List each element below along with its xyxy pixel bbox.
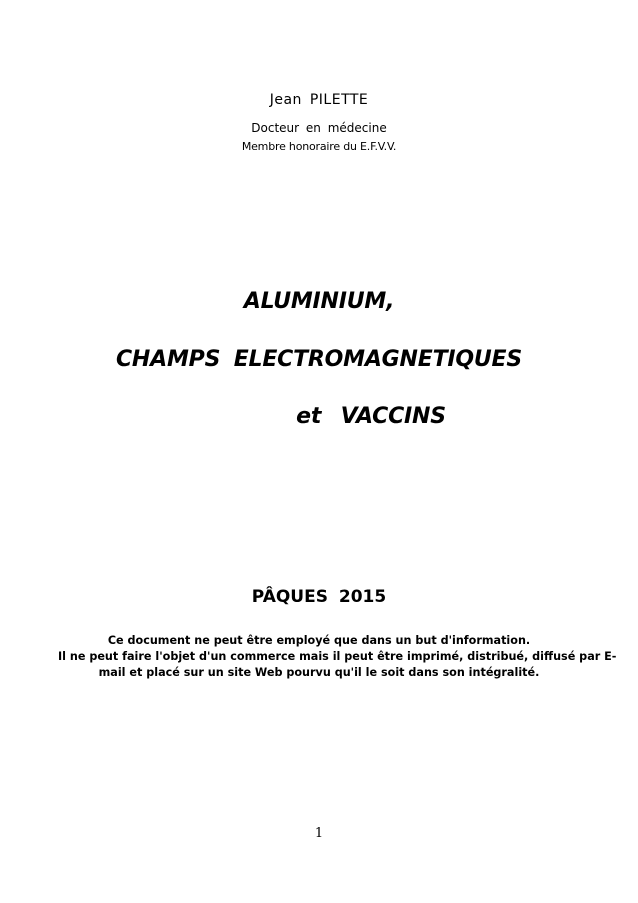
author-title: Docteur en médecine xyxy=(251,121,387,135)
notice-line-1: Ce document ne peut être employé que dans un but d'information. xyxy=(107,634,531,647)
title-line-1: ALUMINIUM, xyxy=(243,289,395,314)
title-line-3: et VACCINS xyxy=(296,404,446,429)
title-line-2: CHAMPS ELECTROMAGNETIQUES xyxy=(115,347,523,372)
document-date: PÂQUES 2015 xyxy=(251,587,387,607)
notice-line-2: Il ne peut faire l'objet d'un commerce mais il peut être imprimé, distribué, diffusé par E- xyxy=(58,650,617,663)
notice-line-3: mail et placé sur un site Web pourvu qu'il le soit dans son intégralité. xyxy=(98,666,540,679)
author-name: Jean PILETTE xyxy=(269,92,369,108)
author-membership: Membre honoraire du E.F.V.V. xyxy=(241,140,397,153)
usage-notice xyxy=(58,633,617,681)
page-number: 1 xyxy=(314,826,324,841)
